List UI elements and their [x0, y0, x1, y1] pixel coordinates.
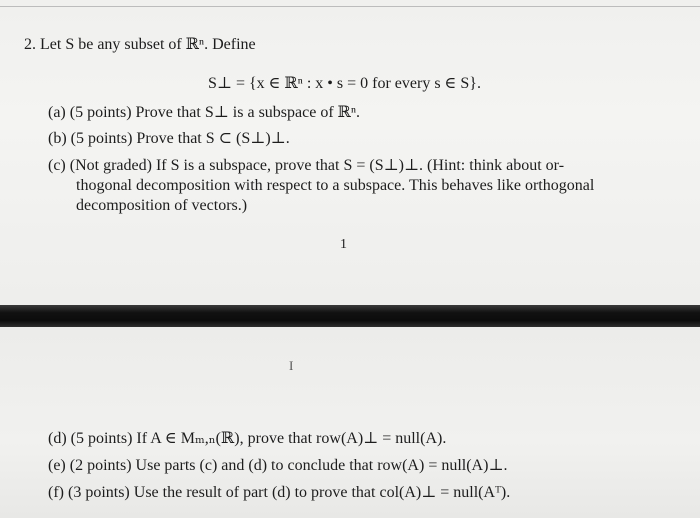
page-separator-bar: [0, 305, 700, 327]
part-f: (f) (3 points) Use the result of part (d) to prove that col(A)⊥ = null(Aᵀ).: [48, 484, 511, 501]
part-d: (d) (5 points) If A ∈ Mₘ,ₙ(ℝ), prove that row(A)⊥ = null(A).: [48, 430, 447, 447]
part-c-line3: decomposition of vectors.): [76, 197, 248, 214]
page-top-edge: [0, 6, 700, 7]
part-c-line2: thogonal decomposition with respect to a subspace. This behaves like orthogonal: [76, 177, 595, 194]
page-number: 1: [340, 237, 347, 252]
part-c-line1: (c) (Not graded) If S is a subspace, prove that S = (S⊥)⊥. (Hint: think about or-: [48, 157, 565, 174]
text-cursor-icon: I: [289, 358, 294, 373]
part-e: (e) (2 points) Use parts (c) and (d) to conclude that row(A) = null(A)⊥.: [48, 457, 508, 474]
part-a: (a) (5 points) Prove that S⊥ is a subspace of ℝⁿ.: [48, 104, 360, 121]
part-b: (b) (5 points) Prove that S ⊂ (S⊥)⊥.: [48, 130, 290, 147]
problem-header: 2. Let S be any subset of ℝⁿ. Define: [24, 36, 256, 53]
set-definition: S⊥ = {x ∈ ℝⁿ : x • s = 0 for every s ∈ S}.: [208, 75, 481, 92]
